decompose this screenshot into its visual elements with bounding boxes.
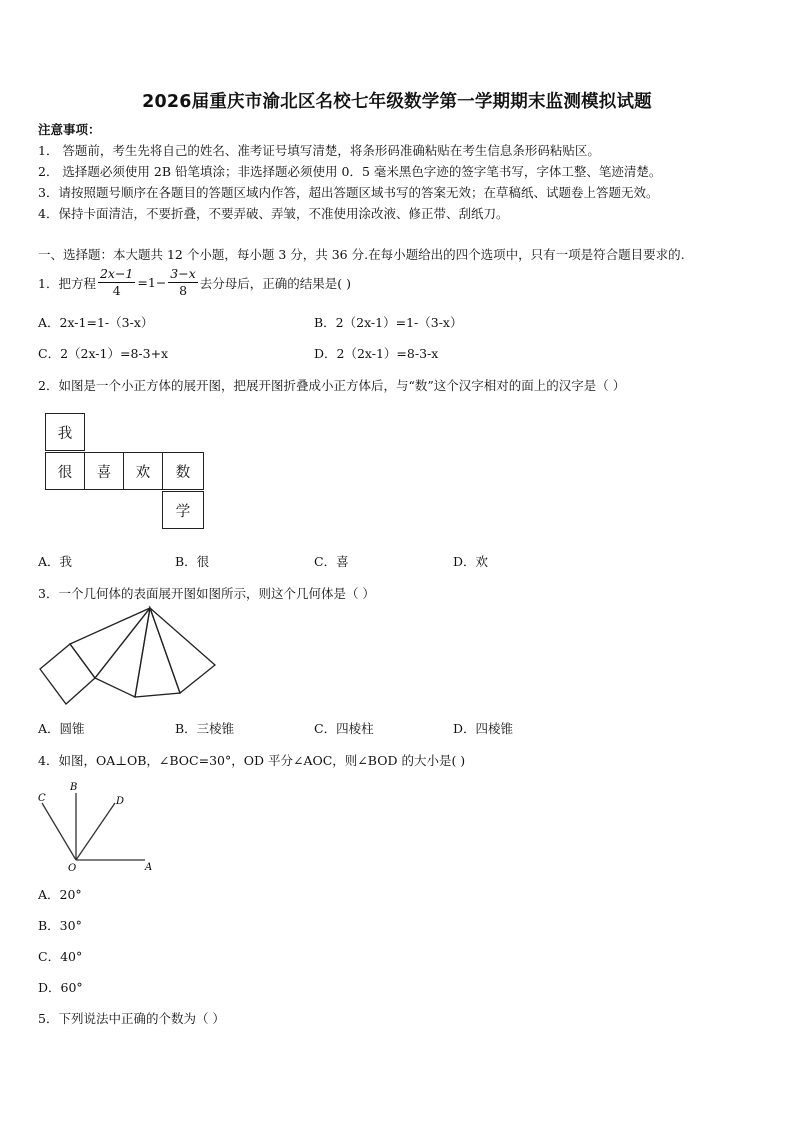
section-heading: 一、选择题：本大题共 12 个小题，每小题 3 分，共 36 分.在每小题给出的四个选项中，只有一项是符合题目要求的. (38, 247, 685, 262)
notice-heading: 注意事项： (38, 122, 101, 137)
pyramid-net-figure (30, 605, 230, 705)
q3-option-b[interactable]: B．三棱锥 (175, 721, 235, 736)
label-b: B (70, 782, 78, 793)
label-a: A (145, 862, 153, 873)
question-5-stem: 5．下列说法中正确的个数为（ ） (38, 1011, 225, 1026)
q1-mid: =1− (137, 275, 167, 290)
q1-suffix: 去分母后，正确的结果是( ) (199, 275, 352, 291)
q4-option-a[interactable]: A．20° (38, 887, 82, 902)
net-cell-wo: 我 (45, 413, 85, 451)
question-2-stem: 2．如图是一个小正方体的展开图，把展开图折叠成小正方体后，与“数”这个汉字相对的面上的汉字是（ ） (38, 378, 626, 393)
q3-option-d[interactable]: D．四棱锥 (453, 721, 514, 736)
q1-frac2-numerator: 3−x (170, 266, 196, 281)
page-title: 2026届重庆市渝北区名校七年级数学第一学期期末监测模拟试题 (142, 92, 652, 112)
q2-option-c[interactable]: C．喜 (314, 554, 349, 569)
net-cell-shu: 数 (162, 452, 204, 490)
net-cell-huan: 欢 (123, 452, 163, 490)
notice-item-1: 1． 答题前，考生先将自己的姓名、准考证号填写清楚，将条形码准确粘贴在考生信息条形码粘贴区。 (38, 143, 600, 158)
label-c: C (38, 793, 46, 804)
q3-option-a[interactable]: A．圆锥 (38, 721, 85, 736)
q1-fraction-2 (168, 266, 197, 299)
question-4-stem: 4．如图，OA⊥OB，∠BOC=30°，OD 平分∠AOC，则∠BOD 的大小是( ) (38, 753, 466, 768)
q1-fraction-1 (98, 266, 135, 299)
q1-frac1-denominator: 4 (112, 283, 121, 298)
net-cell-hen: 很 (45, 452, 85, 490)
q4-option-b[interactable]: B．30° (38, 918, 82, 933)
label-d: D (116, 796, 125, 807)
q3-option-c[interactable]: C．四棱柱 (314, 721, 374, 736)
q1-option-d[interactable]: D．2（2x-1）=8-3-x (314, 346, 439, 361)
q2-option-d[interactable]: D．欢 (453, 554, 489, 569)
q2-option-a[interactable]: A．我 (38, 554, 73, 569)
net-cell-xue: 学 (162, 491, 204, 529)
net-cell-xi: 喜 (84, 452, 124, 490)
q4-option-d[interactable]: D．60° (38, 980, 83, 995)
angle-figure (30, 778, 160, 873)
q1-frac2-denominator: 8 (179, 283, 188, 298)
q1-option-b[interactable]: B．2（2x-1）=1-（3-x） (314, 315, 463, 330)
question-1 (38, 266, 351, 299)
notice-item-4: 4．保持卡面清洁，不要折叠，不要弄破、弄皱，不准使用涂改液、修正带、刮纸刀。 (38, 206, 509, 221)
question-3-stem: 3．一个几何体的表面展开图如图所示，则这个几何体是（ ） (38, 586, 375, 601)
notice-item-2: 2． 选择题必须使用 2B 铅笔填涂；非选择题必须使用 0．5 毫米黑色字迹的签字笔书写，字体工整、笔迹清楚。 (38, 164, 662, 179)
q1-option-c[interactable]: C．2（2x-1）=8-3+x (38, 346, 169, 361)
q2-option-b[interactable]: B．很 (175, 554, 210, 569)
q1-frac1-numerator: 2x−1 (99, 266, 134, 281)
q1-prefix: 1．把方程 (38, 275, 96, 291)
label-o: O (68, 863, 77, 873)
notice-item-3: 3．请按照题号顺序在各题目的答题区域内作答，超出答题区域书写的答案无效；在草稿纸、试题卷上答题无效。 (38, 185, 659, 200)
ray-oc (42, 803, 76, 860)
ray-od (76, 803, 115, 860)
q4-option-c[interactable]: C．40° (38, 949, 83, 964)
q1-option-a[interactable]: A．2x-1=1-（3-x） (38, 315, 154, 330)
